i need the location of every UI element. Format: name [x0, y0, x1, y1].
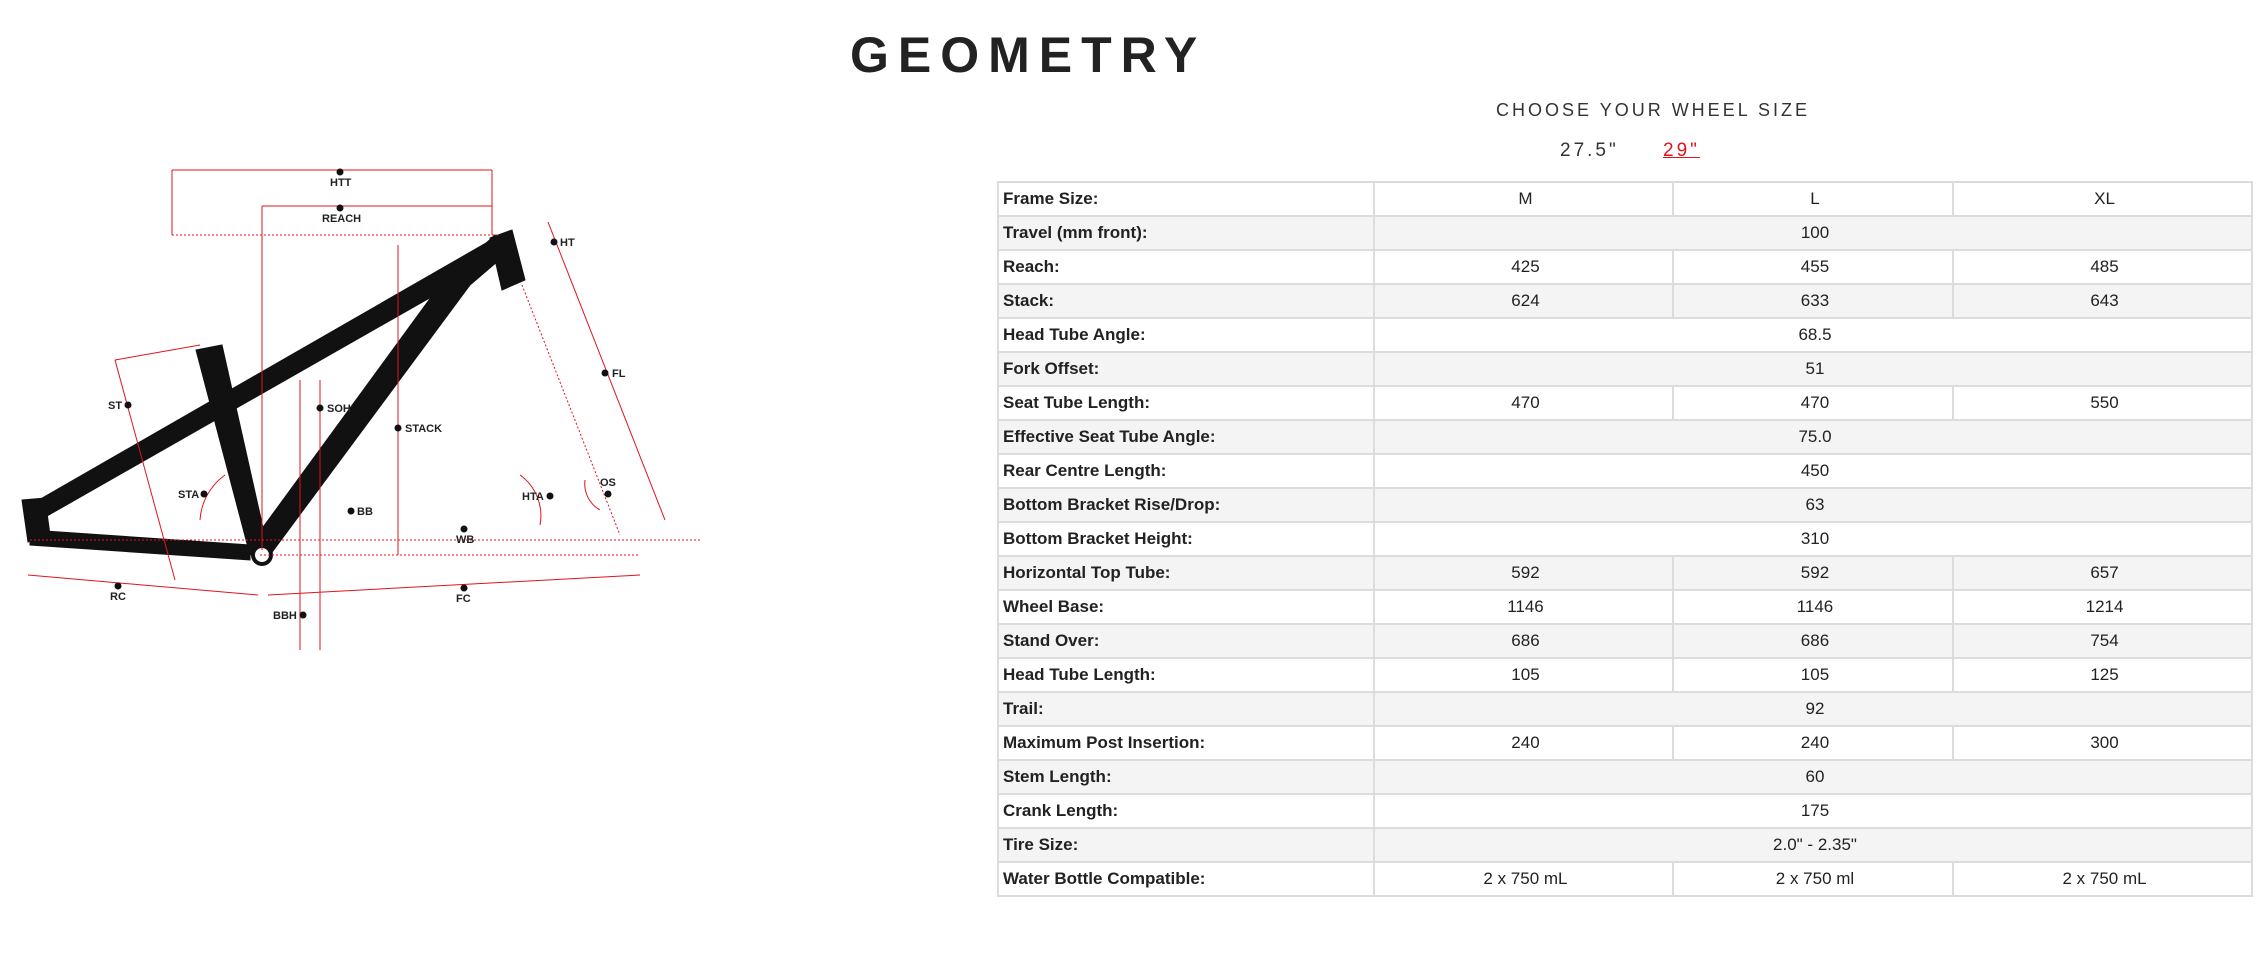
- table-row: [998, 420, 2252, 454]
- row-label: Bottom Bracket Height:: [998, 522, 1374, 556]
- row-label: Stand Over:: [998, 624, 1374, 658]
- label-hta: HTA: [522, 491, 544, 503]
- row-value: 2 x 750 mL: [1374, 862, 1673, 896]
- row-label: Trail:: [998, 692, 1374, 726]
- row-value: 240: [1374, 726, 1673, 760]
- wheel-option-27-5[interactable]: 27.5": [1560, 140, 1619, 161]
- row-value: 633: [1673, 284, 1953, 318]
- table-row: [998, 318, 2252, 352]
- row-value: 657: [1953, 556, 2252, 590]
- row-value: 68.5: [1374, 318, 2252, 352]
- row-label: Tire Size:: [998, 828, 1374, 862]
- row-value: 455: [1673, 250, 1953, 284]
- row-value: 2 x 750 ml: [1673, 862, 1953, 896]
- label-rc: RC: [110, 591, 126, 603]
- row-value: 470: [1673, 386, 1953, 420]
- table-row: [998, 454, 2252, 488]
- table-row: [998, 250, 2252, 284]
- row-label: Head Tube Angle:: [998, 318, 1374, 352]
- row-value: 175: [1374, 794, 2252, 828]
- row-label: Effective Seat Tube Angle:: [998, 420, 1374, 454]
- label-st: ST: [108, 400, 123, 412]
- label-soh: SOH: [327, 403, 351, 415]
- row-label: Stack:: [998, 284, 1374, 318]
- row-value: 2 x 750 mL: [1953, 862, 2252, 896]
- table-row: [998, 862, 2252, 896]
- size-header: XL: [1953, 182, 2252, 216]
- row-value: 105: [1673, 658, 1953, 692]
- row-label: Water Bottle Compatible:: [998, 862, 1374, 896]
- row-value: 643: [1953, 284, 2252, 318]
- row-label: Crank Length:: [998, 794, 1374, 828]
- row-label: Head Tube Length:: [998, 658, 1374, 692]
- row-value: 51: [1374, 352, 2252, 386]
- geometry-diagram: [0, 150, 700, 670]
- size-header: L: [1673, 182, 1953, 216]
- row-value: 125: [1953, 658, 2252, 692]
- table-row: [998, 488, 2252, 522]
- geometry-table: [997, 181, 2253, 897]
- table-row: [998, 386, 2252, 420]
- row-value: 592: [1374, 556, 1673, 590]
- label-sta: STA: [178, 489, 200, 501]
- row-value: 485: [1953, 250, 2252, 284]
- row-value: 686: [1374, 624, 1673, 658]
- row-label: Reach:: [998, 250, 1374, 284]
- row-value: 686: [1673, 624, 1953, 658]
- label-stack: STACK: [405, 423, 443, 435]
- row-label: Rear Centre Length:: [998, 454, 1374, 488]
- row-value: 470: [1374, 386, 1673, 420]
- row-value: 100: [1374, 216, 2252, 250]
- row-label: Stem Length:: [998, 760, 1374, 794]
- row-value: 1146: [1673, 590, 1953, 624]
- row-value: 1146: [1374, 590, 1673, 624]
- table-row: [998, 590, 2252, 624]
- row-label: Seat Tube Length:: [998, 386, 1374, 420]
- row-value: 425: [1374, 250, 1673, 284]
- table-row: [998, 794, 2252, 828]
- wheel-option-29[interactable]: 29": [1663, 140, 1700, 161]
- row-label: Maximum Post Insertion:: [998, 726, 1374, 760]
- row-value: 550: [1953, 386, 2252, 420]
- table-row: [998, 522, 2252, 556]
- row-value: 754: [1953, 624, 2252, 658]
- table-row: [998, 284, 2252, 318]
- row-value: 310: [1374, 522, 2252, 556]
- table-row: [998, 556, 2252, 590]
- label-os: OS: [600, 477, 616, 489]
- label-bb: BB: [357, 506, 373, 518]
- size-header: M: [1374, 182, 1673, 216]
- row-label: Horizontal Top Tube:: [998, 556, 1374, 590]
- row-value: 450: [1374, 454, 2252, 488]
- row-label: Fork Offset:: [998, 352, 1374, 386]
- table-header-row: [998, 182, 2252, 216]
- label-htt: HTT: [330, 177, 352, 189]
- label-fl: FL: [612, 368, 626, 380]
- table-row: [998, 658, 2252, 692]
- row-value: 2.0" - 2.35": [1374, 828, 2252, 862]
- row-value: 75.0: [1374, 420, 2252, 454]
- table-row: [998, 624, 2252, 658]
- wheel-size-options: [1560, 140, 1736, 162]
- row-label: Travel (mm front):: [998, 216, 1374, 250]
- table-row: [998, 216, 2252, 250]
- row-value: 240: [1673, 726, 1953, 760]
- row-label: Bottom Bracket Rise/Drop:: [998, 488, 1374, 522]
- row-value: 592: [1673, 556, 1953, 590]
- label-wb: WB: [456, 534, 475, 546]
- row-value: 624: [1374, 284, 1673, 318]
- table-row: [998, 760, 2252, 794]
- label-reach: REACH: [322, 213, 362, 225]
- table-row: [998, 726, 2252, 760]
- label-fc: FC: [456, 593, 471, 605]
- wheel-size-label: CHOOSE YOUR WHEEL SIZE: [1496, 100, 1811, 120]
- table-row: [998, 828, 2252, 862]
- label-ht: HT: [560, 237, 575, 249]
- row-label: Frame Size:: [998, 182, 1374, 216]
- row-value: 60: [1374, 760, 2252, 794]
- row-value: 1214: [1953, 590, 2252, 624]
- table-row: [998, 692, 2252, 726]
- row-value: 63: [1374, 488, 2252, 522]
- row-label: Wheel Base:: [998, 590, 1374, 624]
- row-value: 92: [1374, 692, 2252, 726]
- row-value: 105: [1374, 658, 1673, 692]
- bike-frame: [22, 230, 525, 564]
- page-title: GEOMETRY: [850, 27, 1207, 83]
- table-row: [998, 352, 2252, 386]
- row-value: 300: [1953, 726, 2252, 760]
- label-bbh: BBH: [273, 610, 297, 622]
